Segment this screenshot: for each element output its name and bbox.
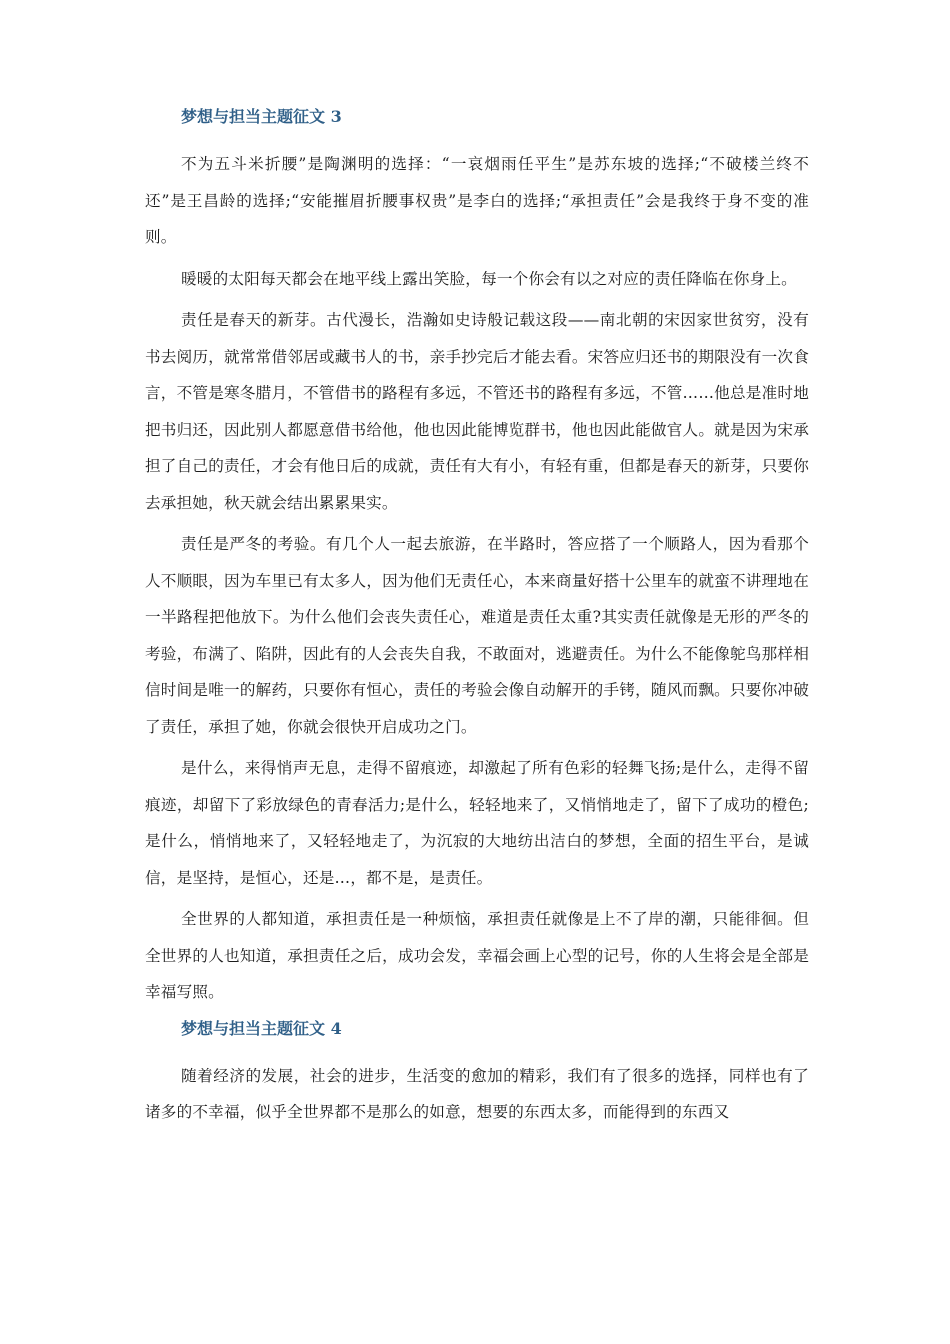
paragraph: 不为五斗米折腰”是陶渊明的选择：“一哀烟雨任平生”是苏东坡的选择;“不破楼兰终不还”是王昌龄的选择;“安能摧眉折腰事权贵”是李白的选择;“承担责任”会是我终于身不变的准则。	[145, 155, 809, 246]
document-body	[145, 104, 809, 1136]
paragraph: 暖暖的太阳每天都会在地平线上露出笑脸，每一个你会有以之对应的责任降临在你身上。	[181, 269, 797, 288]
paragraph: 责任是春天的新芽。古代漫长，浩瀚如史诗般记载这段——南北朝的宋因家世贫穷，没有书去阅历，就常常借邻居或藏书人的书，亲手抄完后才能去看。宋答应归还书的期限没有一次食言，不管是寒冬腊月，不管借书的路程有多远，不管还书的路程有多远，不管……他总是准时地把书归还，因此别人都愿意借书给他，他也因此能博览群书，他也因此能做官人。就是因为宋承担了自己的责任，才会有他日后的成就，责任有大有小，有轻有重，但都是春天的新芽，只要你去承担她，秋天就会结出累累果实。	[145, 311, 809, 512]
paragraph: 是什么，来得悄声无息，走得不留痕迹，却激起了所有色彩的轻舞飞扬;是什么，走得不留痕迹，却留下了彩放绿色的青春活力;是什么，轻轻地来了，又悄悄地走了，留下了成功的橙色;是什么，悄悄地来了，又轻轻地走了，为沉寂的大地纺出洁白的梦想，全面的招生平台，是诚信，是坚持，是恒心，还是…，都不是，是责任。	[145, 759, 809, 887]
section-title-3: 梦想与担当主题征文 3	[181, 107, 342, 126]
section-title-4: 梦想与担当主题征文 4	[181, 1018, 342, 1038]
paragraph: 全世界的人都知道，承担责任是一种烦恼，承担责任就像是上不了岸的潮，只能徘徊。但全世界的人也知道，承担责任之后，成功会发，幸福会画上心型的记号，你的人生将会是全部是幸福写照。	[145, 910, 809, 1001]
paragraph: 责任是严冬的考验。有几个人一起去旅游，在半路时，答应搭了一个顺路人，因为看那个人不顺眼，因为车里已有太多人，因为他们无责任心，本来商量好搭十公里车的就蛮不讲理地在一半路程把他放下。为什么他们会丧失责任心，难道是责任太重?其实责任就像是无形的严冬的考验，布满了、陷阱，因此有的人会丧失自我，不敢面对，逃避责任。为什么不能像鸵鸟那样相信时间是唯一的解药，只要你有恒心，责任的考验会像自动解开的手铐，随风而飘。只要你冲破了责任，承担了她，你就会很快开启成功之门。	[145, 535, 809, 736]
paragraph: 随着经济的发展，社会的进步，生活变的愈加的精彩，我们有了很多的选择，同样也有了诸多的不幸福，似乎全世界都不是那么的如意，想要的东西太多，而能得到的东西又	[145, 1066, 809, 1121]
